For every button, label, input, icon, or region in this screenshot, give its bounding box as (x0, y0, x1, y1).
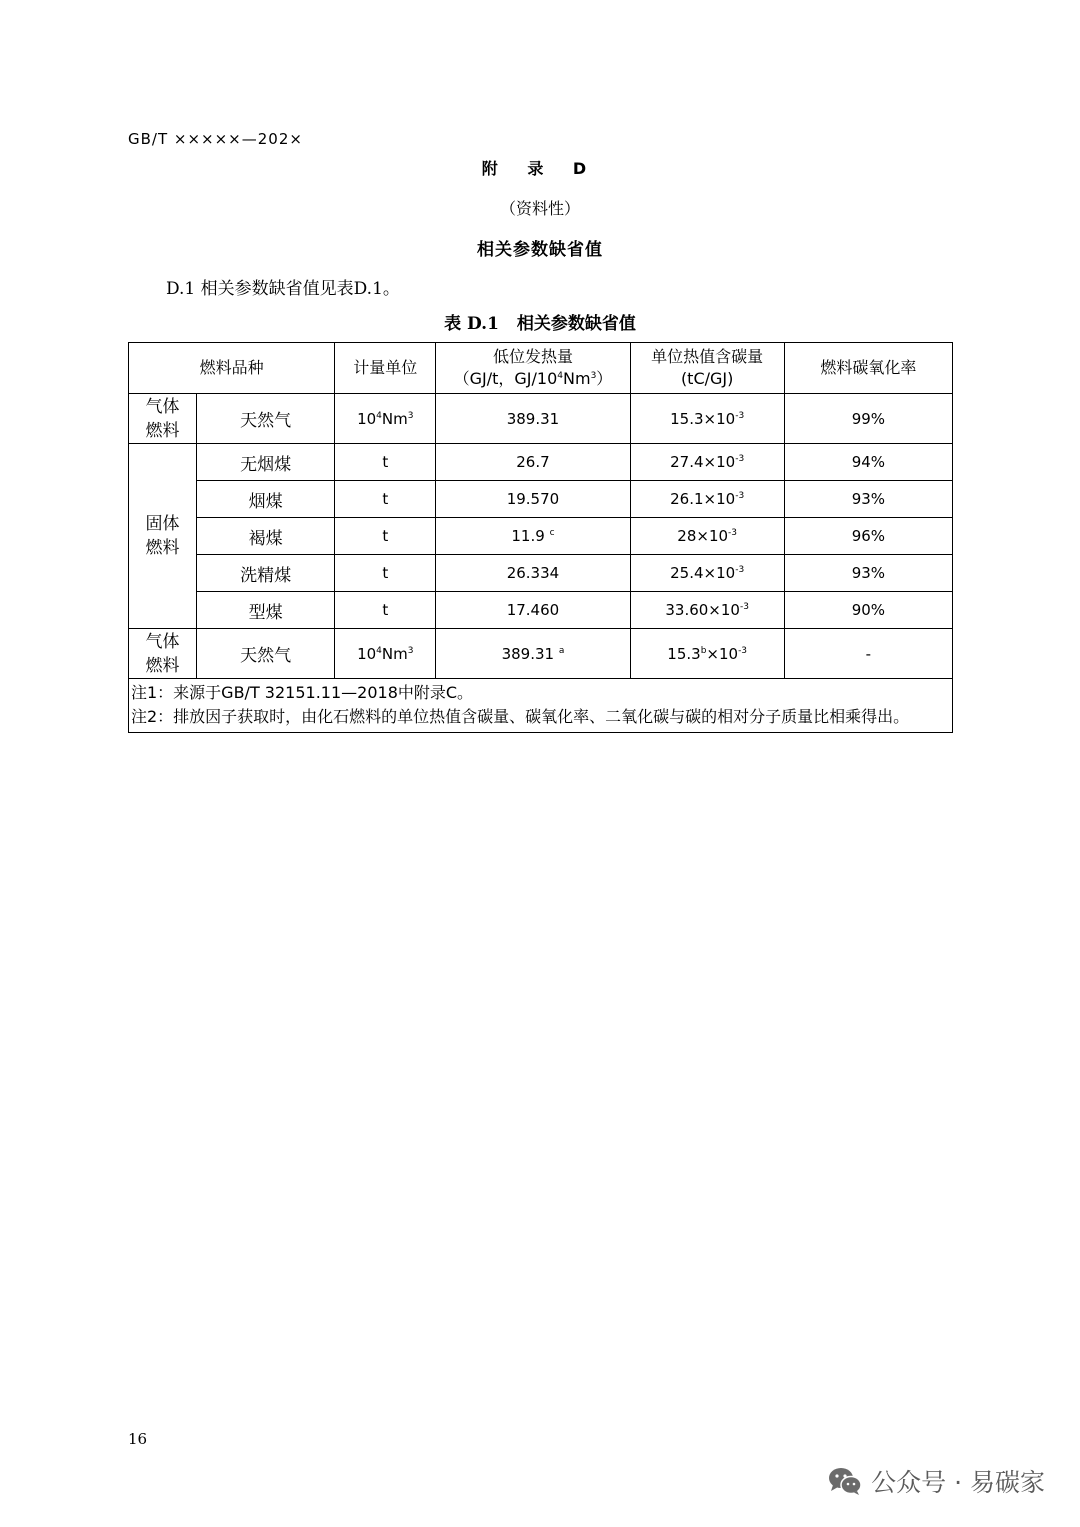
appendix-nature: （资料性） (499, 199, 580, 218)
carbon-cell: $27.4\times 10^{-3}$ (630, 444, 784, 481)
standard-code: GB/T ×××××—202× (128, 130, 303, 148)
carbon-cell: $15.3^b\times 10^{-3}$ (630, 629, 784, 679)
fuel-name: 褐煤 (197, 518, 335, 555)
oxidation-cell: 90% (784, 592, 952, 629)
category-solid: 固体 燃料 (129, 444, 197, 629)
fuel-name: 天然气 (197, 394, 335, 444)
oxidation-cell: 93% (784, 555, 952, 592)
unit-cell: t (335, 444, 436, 481)
fuel-name: 洗精煤 (197, 555, 335, 592)
carbon-cell: $28\times 10^{-3}$ (630, 518, 784, 555)
watermark (827, 1463, 1045, 1499)
fuel-name: 天然气 (197, 629, 335, 679)
table-header-row (129, 343, 953, 394)
oxidation-cell: 96% (784, 518, 952, 555)
table-row (129, 592, 953, 629)
table-row (129, 481, 953, 518)
header-fuel-type: 燃料品种 (129, 343, 335, 394)
ncv-cell: 26.7 (436, 444, 630, 481)
table-caption-number: 表 D.1 (444, 314, 499, 334)
unit-cell: $10^4Nm^3$ (335, 629, 436, 679)
note-2: 注2：排放因子获取时，由化石燃料的单位热值含碳量、碳氧化率、二氧化碳与碳的相对分子质量比相乘得出。 (131, 707, 910, 726)
category-gas: 气体 燃料 (129, 629, 197, 679)
ncv-cell: 19.570 (436, 481, 630, 518)
carbon-cell: $33.60\times 10^{-3}$ (630, 592, 784, 629)
carbon-cell: $26.1\times 10^{-3}$ (630, 481, 784, 518)
oxidation-cell: 94% (784, 444, 952, 481)
unit-cell: t (335, 518, 436, 555)
carbon-cell: $15.3\times 10^{-3}$ (630, 394, 784, 444)
page-number: 16 (128, 1430, 148, 1448)
fuel-name: 烟煤 (197, 481, 335, 518)
header-carbon-content: 单位热值含碳量 (tC/GJ) (630, 343, 784, 394)
appendix-heading: 相关参数缺省值 (477, 240, 603, 260)
fuel-name: 无烟煤 (197, 444, 335, 481)
table-caption (0, 309, 1080, 334)
appendix-title: 附 录 D (481, 159, 599, 178)
table-row (129, 518, 953, 555)
header-oxidation-rate: 燃料碳氧化率 (784, 343, 952, 394)
oxidation-cell: 99% (784, 394, 952, 444)
oxidation-cell: - (784, 629, 952, 679)
ncv-cell: 389.31 (436, 394, 630, 444)
clause-d1: D.1 相关参数缺省值见表D.1。 (166, 279, 400, 299)
unit-cell: t (335, 555, 436, 592)
table-caption-title: 相关参数缺省值 (516, 314, 636, 334)
table-row (129, 394, 953, 444)
ncv-cell: 389.31 $^a$ (436, 629, 630, 679)
oxidation-cell: 93% (784, 481, 952, 518)
header-unit: 计量单位 (335, 343, 436, 394)
unit-cell: t (335, 481, 436, 518)
unit-cell: t (335, 592, 436, 629)
table-row (129, 629, 953, 679)
watermark-text: 公众号 · 易碳家 (871, 1468, 1045, 1497)
wechat-icon (827, 1466, 863, 1496)
header-ncv: 低位发热量 （GJ/t，$GJ/10^4Nm^3$） (436, 343, 630, 394)
table-notes-row (129, 679, 953, 733)
table-row (129, 444, 953, 481)
table-row (129, 555, 953, 592)
carbon-cell: $25.4\times 10^{-3}$ (630, 555, 784, 592)
ncv-cell: 17.460 (436, 592, 630, 629)
ncv-cell: 11.9 $^c$ (436, 518, 630, 555)
note-1: 注1：来源于GB/T 32151.11—2018中附录C。 (131, 683, 474, 702)
fuel-name: 型煤 (197, 592, 335, 629)
ncv-cell: 26.334 (436, 555, 630, 592)
unit-cell: $10^4Nm^3$ (335, 394, 436, 444)
default-parameters-table (128, 342, 953, 733)
category-gas: 气体 燃料 (129, 394, 197, 444)
table-notes (129, 679, 953, 733)
